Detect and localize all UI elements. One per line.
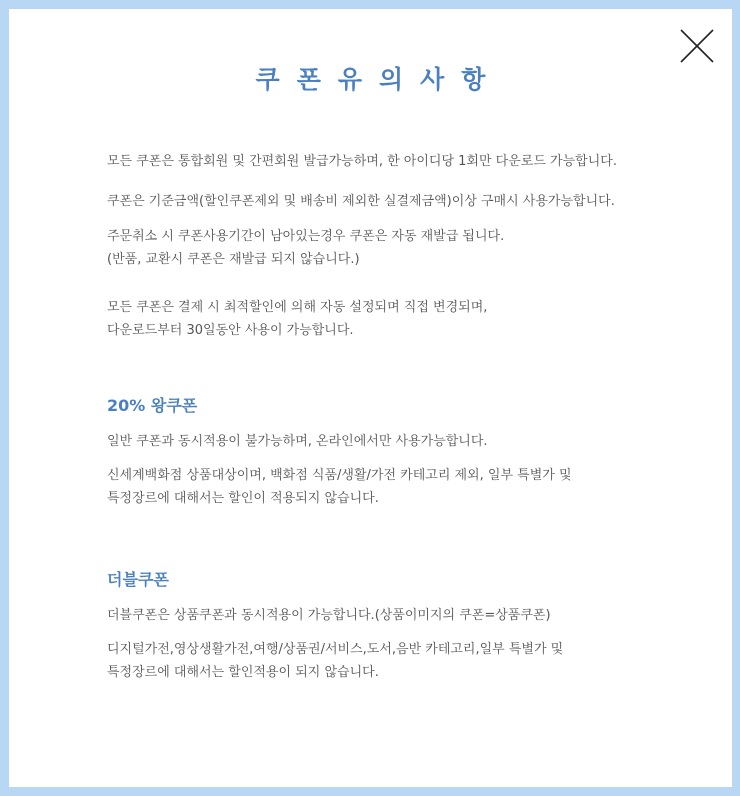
double-coupon-note-2-line-1: 디지털가전,영상생활가전,여행/상품권/서비스,도서,음반 카테고리,일부 특별가 및 <box>107 642 564 657</box>
dialog-title: 쿠폰유의사항 <box>255 65 503 94</box>
king-coupon-title: 20% 왕쿠폰 <box>107 396 198 415</box>
king-coupon-note-2-line-1: 신세계백화점 상품대상이며, 백화점 식품/생활/가전 카테고리 제외, 일부 특별가 및 <box>107 468 572 483</box>
general-note-2 <box>107 190 615 213</box>
double-coupon-note-2-line-2: 특정장르에 대해서는 할인적용이 되지 않습니다. <box>107 665 379 680</box>
double-coupon-note-1 <box>107 604 551 627</box>
general-note-4-line-2: 다운로드부터 30일동안 사용이 가능합니다. <box>107 323 354 338</box>
king-coupon-note-1 <box>107 430 488 453</box>
general-note-1 <box>107 150 617 173</box>
king-coupon-note-1-text: 일반 쿠폰과 동시적용이 불가능하며, 온라인에서만 사용가능합니다. <box>107 434 488 449</box>
general-note-3 <box>107 225 504 271</box>
general-note-3-line-2: (반품, 교환시 쿠폰은 재발급 되지 않습니다.) <box>107 252 360 267</box>
general-note-2-text: 쿠폰은 기준금액(할인쿠폰제외 및 배송비 제외한 실결제금액)이상 구매시 사용가능합니다. <box>107 194 615 209</box>
double-coupon-title: 더블쿠폰 <box>107 570 169 589</box>
close-icon <box>678 27 716 65</box>
general-note-3-line-1: 주문취소 시 쿠폰사용기간이 남아있는경우 쿠폰은 자동 재발급 됩니다. <box>107 229 505 244</box>
coupon-notice-dialog <box>9 9 732 787</box>
general-note-4 <box>107 296 487 342</box>
king-coupon-note-2 <box>107 464 572 510</box>
double-coupon-note-1-text: 더블쿠폰은 상품쿠폰과 동시적용이 가능합니다.(상품이미지의 쿠폰=상품쿠폰) <box>107 608 551 623</box>
king-coupon-note-2-line-2: 특정장르에 대해서는 할인이 적용되지 않습니다. <box>107 491 379 506</box>
general-note-4-line-1: 모든 쿠폰은 결제 시 최적할인에 의해 자동 설정되며 직접 변경되며, <box>107 300 488 315</box>
general-note-1-text: 모든 쿠폰은 통합회원 및 간편회원 발급가능하며, 한 아이디당 1회만 다운로드 가능합니다. <box>107 154 617 169</box>
close-button[interactable] <box>678 27 716 65</box>
double-coupon-note-2 <box>107 638 563 684</box>
